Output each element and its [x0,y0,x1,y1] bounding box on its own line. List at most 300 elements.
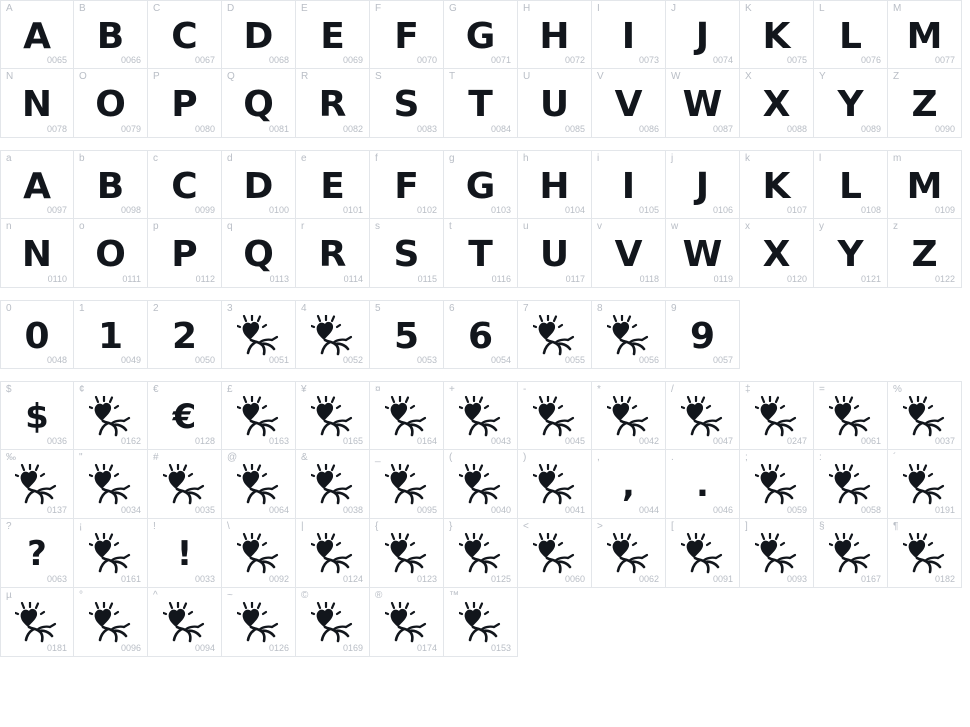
glyph-notdef [814,393,887,441]
running-heart-icon [311,533,355,575]
glyph: X [762,83,791,125]
char-code-label: 0163 [268,436,289,446]
running-heart-icon [385,533,429,575]
char-label: o [79,221,85,232]
glyph: $ [25,397,49,437]
glyph: N [21,83,53,125]
charmap-cell[interactable] [666,0,740,69]
charmap-cell[interactable] [0,450,74,519]
glyph: J [695,165,710,207]
running-heart-icon [533,315,577,357]
charmap-cell[interactable] [370,300,444,369]
char-label: 7 [523,303,529,314]
charmap-cell-empty [888,300,962,369]
charmap-cell[interactable] [370,0,444,69]
char-label: s [375,221,380,232]
glyph: L [839,15,862,57]
char-code-label: 0081 [268,124,289,134]
glyph-notdef [592,393,665,441]
charmap-cell[interactable] [74,450,148,519]
running-heart-icon [533,396,577,438]
char-label: ™ [449,590,459,601]
char-label: 9 [671,303,677,314]
charmap-cell[interactable] [222,219,296,288]
char-label: 0 [6,303,12,314]
charmap-cell[interactable] [814,0,888,69]
charmap-cell[interactable] [666,381,740,450]
glyph: S [393,83,420,125]
char-label: G [449,3,457,14]
glyph: P [171,83,198,125]
char-code-label: 0082 [342,124,363,134]
char-code-label: 0058 [860,505,881,515]
charmap-cell[interactable] [222,381,296,450]
charmap-cell[interactable] [888,150,962,219]
charmap-cell[interactable] [666,519,740,588]
charmap-row [0,219,970,288]
char-label: | [301,521,304,532]
charmap-cell[interactable] [148,450,222,519]
char-label: K [745,3,752,14]
char-label: ? [6,521,12,532]
char-label: ¶ [893,521,899,532]
charmap-cell[interactable] [0,69,74,138]
charmap-cell[interactable] [148,0,222,69]
charmap-cell[interactable] [888,69,962,138]
char-code-label: 0105 [638,205,659,215]
charmap-cell[interactable] [74,300,148,369]
char-label: d [227,153,233,164]
charmap-cell[interactable] [444,150,518,219]
char-label: e [301,153,307,164]
glyph-notdef [74,393,147,441]
char-label: w [671,221,679,232]
running-heart-icon [459,396,503,438]
glyph-notdef [222,530,295,578]
char-code-label: 0057 [712,355,733,365]
charmap-cell[interactable] [148,69,222,138]
char-label: A [6,3,13,14]
glyph: Y [837,233,864,275]
running-heart-icon [903,533,947,575]
charmap-cell[interactable] [0,519,74,588]
char-code-label: 0049 [120,355,141,365]
glyph: Z [911,233,938,275]
char-label: 5 [375,303,381,314]
charmap-cell[interactable] [222,150,296,219]
glyph-notdef [740,530,813,578]
charmap-cell[interactable] [666,69,740,138]
charmap-cell[interactable] [740,519,814,588]
charmap-cell[interactable] [444,69,518,138]
char-code-label: 0153 [490,643,511,653]
charmap-cell[interactable] [666,450,740,519]
block-separator [0,288,970,300]
glyph: K [762,15,791,57]
char-label: D [227,3,235,14]
charmap-cell[interactable] [888,519,962,588]
char-code-label: 0125 [490,574,511,584]
glyph: B [96,15,125,57]
glyph: A [23,15,51,57]
char-label: 8 [597,303,603,314]
charmap-cell-empty [666,588,740,657]
glyph: Z [911,83,938,125]
char-code-label: 0034 [120,505,141,515]
char-code-label: 0054 [490,355,511,365]
charmap-cell[interactable] [740,0,814,69]
charmap-cell[interactable] [74,69,148,138]
char-label: h [523,153,529,164]
char-code-label: 0042 [638,436,659,446]
char-code-label: 0164 [416,436,437,446]
char-label: J [671,3,676,14]
charmap-cell[interactable] [296,219,370,288]
charmap-cell[interactable] [0,150,74,219]
glyph-notdef [888,461,961,509]
char-label: _ [375,452,381,463]
charmap-cell[interactable] [518,0,592,69]
charmap-cell[interactable] [518,150,592,219]
glyph-notdef [1,599,73,647]
char-code-label: 0126 [268,643,289,653]
char-code-label: 0063 [46,574,67,584]
char-code-label: 0080 [194,124,215,134]
char-label: ¡ [79,521,83,532]
char-code-label: 0074 [712,55,733,65]
char-label: j [671,153,674,164]
glyph-notdef [888,530,961,578]
char-code-label: 0117 [565,274,585,284]
char-code-label: 0041 [564,505,585,515]
charmap-cell[interactable] [814,219,888,288]
char-code-label: 0124 [342,574,363,584]
charmap-cell[interactable] [518,450,592,519]
charmap-cell[interactable] [592,300,666,369]
glyph-notdef [518,461,591,509]
char-code-label: 0085 [564,124,585,134]
glyph: T [468,233,493,275]
glyph: X [762,233,791,275]
charmap-cell[interactable] [740,150,814,219]
charmap-cell[interactable] [370,69,444,138]
char-code-label: 0109 [934,205,955,215]
charmap-cell[interactable] [444,300,518,369]
char-label: Z [893,71,900,82]
glyph: G [465,15,496,57]
char-label: £ [227,384,233,395]
charmap-cell[interactable] [370,588,444,657]
running-heart-icon [237,533,281,575]
charmap-cell-empty [740,588,814,657]
char-label: * [597,384,601,395]
charmap-cell[interactable] [888,381,962,450]
char-code-label: 0065 [46,55,67,65]
char-code-label: 0037 [934,436,955,446]
charmap-cell[interactable] [296,450,370,519]
char-code-label: 0167 [860,574,881,584]
char-label: = [819,384,825,395]
char-label: b [79,153,85,164]
charmap-cell[interactable] [148,381,222,450]
glyph: F [394,15,419,57]
charmap-cell[interactable] [222,69,296,138]
block-separator [0,369,970,381]
glyph: € [172,397,197,437]
charmap-cell[interactable] [222,519,296,588]
charmap-cell[interactable] [518,519,592,588]
charmap-cell[interactable] [0,588,74,657]
charmap-cell[interactable] [814,381,888,450]
charmap-cell[interactable] [74,381,148,450]
glyph-notdef [74,530,147,578]
running-heart-icon [385,464,429,506]
char-label: , [597,452,600,463]
glyph: 1 [97,315,124,357]
charmap-cell[interactable] [0,0,74,69]
charmap-row [0,519,970,588]
charmap-cell[interactable] [888,0,962,69]
charmap-cell[interactable] [296,519,370,588]
char-label: r [301,221,305,232]
char-label: [ [671,521,674,532]
running-heart-icon [607,396,651,438]
running-heart-icon [89,533,133,575]
running-heart-icon [755,533,799,575]
charmap-cell[interactable] [222,0,296,69]
char-label: a [6,153,12,164]
glyph: I [621,15,636,57]
charmap-cell[interactable] [148,588,222,657]
char-code-label: 0099 [194,205,215,215]
charmap-cell[interactable] [518,69,592,138]
charmap-cell[interactable] [74,519,148,588]
charmap-cell[interactable] [370,519,444,588]
glyph: C [171,15,198,57]
glyph-notdef [222,461,295,509]
char-code-label: 0077 [934,55,955,65]
charmap-cell[interactable] [518,300,592,369]
char-code-label: 0087 [712,124,733,134]
charmap-cell[interactable] [592,450,666,519]
char-code-label: 0165 [342,436,363,446]
char-label: x [745,221,750,232]
charmap-cell[interactable] [296,588,370,657]
running-heart-icon [903,464,947,506]
char-code-label: 0048 [46,355,67,365]
charmap-cell[interactable] [740,219,814,288]
charmap-cell[interactable] [0,300,74,369]
glyph-notdef [666,530,739,578]
charmap-cell-empty [814,588,888,657]
glyph: ! [176,534,193,574]
glyph: 9 [689,315,716,357]
char-code-label: 0052 [342,355,363,365]
char-label: S [375,71,382,82]
charmap-cell[interactable] [148,300,222,369]
char-label: § [819,521,825,532]
glyph: Q [243,233,274,275]
char-code-label: 0059 [786,505,807,515]
glyph: H [539,15,570,57]
char-code-label: 0069 [342,55,363,65]
charmap-cell[interactable] [296,300,370,369]
charmap-cell[interactable] [0,381,74,450]
glyph: D [243,165,274,207]
charmap-cell[interactable] [814,519,888,588]
running-heart-icon [755,464,799,506]
glyph-notdef [518,530,591,578]
char-label: µ [6,590,12,601]
charmap-cell[interactable] [222,588,296,657]
charmap-cell[interactable] [888,219,962,288]
char-code-label: 0046 [712,505,733,515]
char-code-label: 0162 [120,436,141,446]
char-label: ° [79,590,83,601]
char-code-label: 0118 [639,274,659,284]
char-code-label: 0064 [268,505,289,515]
glyph-notdef [444,599,517,647]
char-label: k [745,153,750,164]
glyph: O [95,83,126,125]
glyph-notdef [148,461,221,509]
char-label: l [819,153,822,164]
glyph: 0 [24,315,50,357]
char-label: L [819,3,825,14]
charmap-cell[interactable] [296,0,370,69]
glyph: J [695,15,710,57]
char-label: & [301,452,308,463]
char-code-label: 0067 [194,55,215,65]
char-label: W [671,71,681,82]
char-code-label: 0111 [122,274,141,284]
charmap-cell[interactable] [888,450,962,519]
charmap-cell[interactable] [222,300,296,369]
char-label: / [671,384,674,395]
charmap-cell[interactable] [370,150,444,219]
char-label: Y [819,71,826,82]
charmap-cell[interactable] [148,150,222,219]
charmap-cell[interactable] [444,381,518,450]
charmap-cell[interactable] [74,150,148,219]
glyph: K [762,165,791,207]
char-label: ¥ [301,384,307,395]
char-label: ^ [153,590,158,601]
glyph-notdef [444,461,517,509]
charmap-cell[interactable] [814,450,888,519]
char-code-label: 0056 [638,355,659,365]
charmap-block-uppercase-latin [0,0,970,138]
char-code-label: 0094 [194,643,215,653]
charmap-cell[interactable] [666,219,740,288]
charmap-cell[interactable] [740,381,814,450]
charmap-cell-empty [888,588,962,657]
charmap-cell[interactable] [666,300,740,369]
glyph: E [320,165,345,207]
running-heart-icon [459,602,503,644]
char-label: i [597,153,600,164]
glyph-notdef [370,599,443,647]
charmap-cell[interactable] [296,150,370,219]
char-label: g [449,153,455,164]
charmap-cell[interactable] [444,588,518,657]
glyph: D [243,15,274,57]
glyph-notdef [222,393,295,441]
charmap-cell[interactable] [592,69,666,138]
charmap-cell[interactable] [370,450,444,519]
charmap-cell[interactable] [814,150,888,219]
char-label: m [893,153,902,164]
char-code-label: 0102 [416,205,437,215]
charmap-cell[interactable] [666,150,740,219]
char-code-label: 0044 [638,505,659,515]
charmap-cell[interactable] [0,219,74,288]
char-label: c [153,153,158,164]
glyph-notdef [296,393,369,441]
charmap-cell[interactable] [74,0,148,69]
char-label: I [597,3,600,14]
char-code-label: 0068 [268,55,289,65]
char-code-label: 0076 [860,55,881,65]
charmap-cell[interactable] [74,588,148,657]
char-label: ‰ [6,452,16,463]
char-code-label: 0061 [860,436,881,446]
char-code-label: 0106 [712,205,733,215]
charmap-cell[interactable] [592,0,666,69]
charmap-cell[interactable] [296,381,370,450]
glyph: L [839,165,862,207]
charmap-cell[interactable] [814,69,888,138]
charmap-cell[interactable] [148,519,222,588]
glyph: 6 [467,315,494,357]
glyph: Y [837,83,864,125]
charmap-cell[interactable] [444,450,518,519]
charmap-cell[interactable] [444,519,518,588]
charmap-cell[interactable] [444,219,518,288]
charmap-cell[interactable] [296,69,370,138]
charmap-cell[interactable] [518,381,592,450]
charmap-cell[interactable] [222,450,296,519]
running-heart-icon [459,464,503,506]
running-heart-icon [829,533,873,575]
char-code-label: 0112 [195,274,215,284]
charmap-cell[interactable] [74,219,148,288]
charmap-cell[interactable] [592,519,666,588]
running-heart-icon [607,315,651,357]
char-code-label: 0066 [120,55,141,65]
char-code-label: 0119 [713,274,733,284]
glyph: F [394,165,419,207]
glyph-notdef [814,530,887,578]
charmap-cell[interactable] [518,219,592,288]
charmap-cell[interactable] [592,150,666,219]
charmap-cell[interactable] [444,0,518,69]
charmap-cell[interactable] [740,69,814,138]
charmap-cell[interactable] [370,381,444,450]
running-heart-icon [533,533,577,575]
charmap-cell[interactable] [592,381,666,450]
charmap-cell[interactable] [592,219,666,288]
charmap-cell-empty [740,300,814,369]
running-heart-icon [385,602,429,644]
char-code-label: 0071 [490,55,511,65]
charmap-cell[interactable] [370,219,444,288]
char-label: \ [227,521,230,532]
charmap-cell[interactable] [740,450,814,519]
charmap-cell[interactable] [148,219,222,288]
char-code-label: 0110 [47,274,67,284]
char-code-label: 0247 [786,436,807,446]
